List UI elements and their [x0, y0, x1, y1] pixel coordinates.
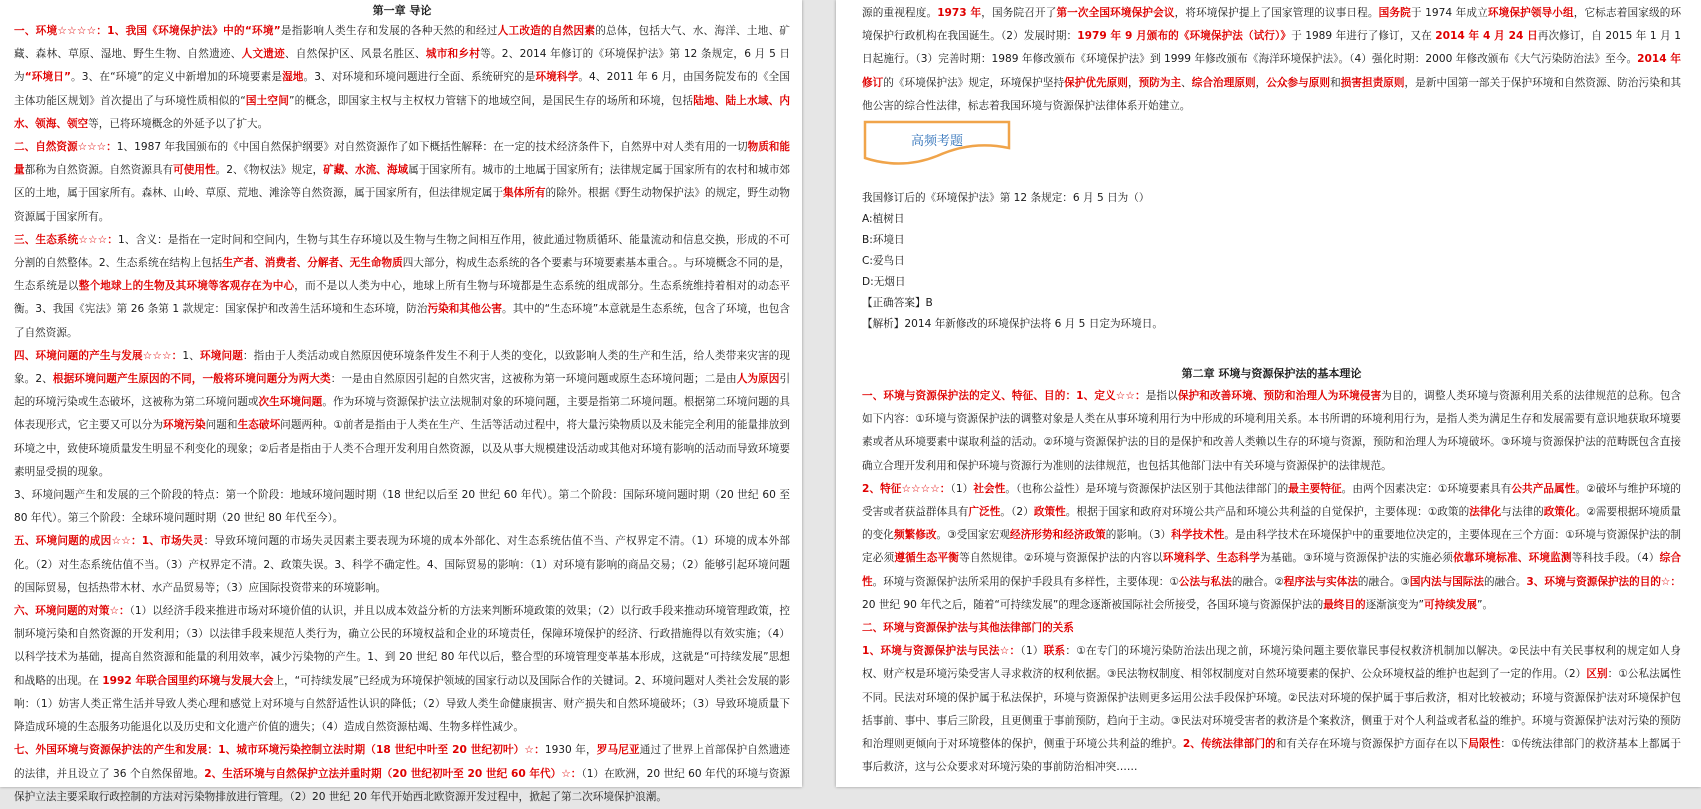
highlight-text: 矿藏、水流、海域 [323, 164, 409, 177]
body-text: 。③受国家宏观 [936, 529, 1010, 542]
chapter-1-title: 第一章 导论 [372, 4, 432, 17]
body-text: 再次修订，自 2015 年 1 月 1 日起施行。（3）完善时期：1989 年修改颁布《环境保护法》到 1999 年修改颁布《海洋环境保护法》。（4）强化时期：2000 年修改颁布《大气污染防治法》至今。 [862, 30, 1681, 66]
body-text: 通过了世界上首部保护自然遗迹的法律，并且设立了 36 个自然保留地。 [14, 744, 791, 780]
highlight-text: 法律化 [1469, 506, 1502, 519]
highlight-text: 一、环境与资源保护法的定义、特征、目的：1、定义☆☆： [862, 390, 1146, 403]
body-text: 1930 年， [544, 744, 597, 757]
paragraph [14, 600, 790, 739]
banner-wrap [862, 118, 1681, 188]
page-left-content [0, 0, 802, 809]
paragraph [14, 20, 790, 136]
highlight-text: 政策化 [1543, 506, 1576, 519]
highlight-text: 一、环境☆☆☆☆：1、我国 [14, 25, 148, 37]
paragraph [14, 345, 790, 484]
body-text: 于 1989 年进行了修订，又在 [1291, 30, 1436, 43]
body-text: （1） [950, 482, 974, 495]
option-c: C:爱鸟日 [862, 255, 905, 268]
paragraph [862, 385, 1681, 478]
body-text: ，它标志着国家级的环境保护行政机构在我国诞生。（2）发展时期： [862, 7, 1682, 43]
highlight-text: 生态破坏 [237, 419, 281, 432]
body-text: ，国务院召开了 [981, 7, 1057, 19]
highlight-text: 环境科学 [535, 71, 579, 84]
highlight-text: 四、环境问题的产生与发展☆☆☆： [14, 349, 183, 362]
paragraph [862, 640, 1681, 779]
body-text: 。（也称公益性）是环境与资源保护法区别于其他法律部门的 [1005, 482, 1289, 495]
highlight-text: 联系 [1043, 645, 1066, 658]
body-text: ：导致环境问题的市场失灵因素主要表现为环境的成本外部化、对生态系统估值不当、产权界定不清。（1）环境的成本外部化。（2）对生态系统估值不当。（3）产权界定不清。2、政策失误。3、科学不确定性。4、国际贸易的影响：（1）对环境有影响的商品交易；（2）能够引起环境问题的国际贸易，包括热带木材、水产品贸易等；（3）应国际投资带来的环境影响。 [14, 535, 790, 594]
highlight-text: 依靠环境标准、环境监测 [1453, 552, 1572, 565]
highlight-text: 程序法与实体法 [1283, 575, 1358, 588]
page-right-content [836, 0, 1701, 779]
body-text: 问题两种。①前者是指由于人类在生产、生活等活动过程中，将大量污染物质以及未能完全利用的能量排放到环境之中，致使环境质量发生明显不利变化的现象；②后者是指由于人类不合理开发利用自然资源，以及从事大规模建设活动或其他对环境有影响的活动而导致环境要素明显受损的现象。 [14, 419, 791, 478]
body-text: 的《环境保护法》规定，环境保护坚持 [883, 76, 1065, 89]
body-text: 。由两个因素决定：①环境要素具有 [1341, 482, 1512, 495]
body-text: 的融合。 [1484, 575, 1527, 588]
paragraph [14, 530, 790, 600]
body-text: ， [1127, 76, 1139, 89]
body-text: 四大部分，构成生态系统的各个要素与环境要素基本重合。。与环境概念不同的是，生态系统是以 [14, 257, 790, 293]
highlight-text: 综合性 [862, 552, 1682, 588]
highlight-text: 环境问题 [200, 349, 243, 362]
highlight-text: 《环境保护法》中的“环境” [147, 25, 281, 37]
highlight-text: 1973 年 [937, 7, 982, 19]
highlight-text: 可使用性 [173, 164, 216, 177]
document-page-left [0, 0, 802, 803]
highlight-text: 3、环境与资源保护法的目的☆： [1526, 575, 1682, 588]
highlight-text: 六、环境问题的对策☆： [14, 605, 130, 618]
highlight-text: 集体所有 [503, 187, 546, 200]
highlight-text: 二、自然资源☆☆☆： [14, 141, 117, 154]
body-text: 问题和 [205, 419, 238, 432]
body-text: 与法律的 [1501, 506, 1544, 519]
body-text: 。2、《物权法》规定， [215, 164, 324, 177]
body-text: 1、含义：是指在一定时间和空间内，生物与其生存环境以及生物与生物之间相互作用，彼此通过物质循环、能量流动和信息交换，形成的不可分割的自然整体。2、生态系统在结构上包括 [14, 233, 790, 270]
body-text: 。3、在“环境”的定义中新增加的环境要素是 [70, 71, 283, 84]
highlight-text: 2014 年修订 [862, 53, 1681, 89]
body-text: ，是新中国第一部关于保护环境和自然资源、防治污染和其他公害的综合性法律，标志着我国环境与资源保护法律体系开始建立。 [862, 76, 1682, 112]
body-text: ”的概念，即国家主权与主权权力管辖下的地域空间，是国民生存的场所和环境，包括 [288, 94, 694, 107]
body-text: 1、1987 年我国颁布的《中国自然保护纲要》对自然资源作了如下概括性解释：在一定的技术经济条件下，自然界中对人类有用的一切 [116, 141, 748, 154]
highlight-text: 遵循生态平衡 [894, 552, 960, 565]
paragraph [14, 136, 790, 229]
highlight-text: 环境保护领导小组 [1487, 7, 1574, 19]
body-text: 、自然保护区、风景名胜区、 [284, 48, 426, 61]
body-text: 。②需要根据环境质量的变化 [862, 506, 1682, 542]
highlight-text: 人文遗迹 [241, 48, 285, 61]
body-text: 逐渐演变为” [1365, 598, 1425, 611]
highlight-text: 次生环境问题 [258, 396, 323, 409]
option-a: A:植树日 [862, 213, 905, 226]
body-text: 。根据于国家和政府对环境公共产品和环境公共利益的自觉保护，主要体现：①政策的 [1065, 506, 1470, 519]
highlight-text: 环境污染 [163, 419, 206, 432]
paragraph [14, 484, 790, 530]
body-text: ，将环境保护提上了国家管理的议事日程。 [1174, 7, 1379, 19]
paragraph [862, 478, 1681, 617]
body-text: 等。2、2014 年修订的《环境保护法》第 12 条规定，6 月 5 日为 [14, 48, 791, 84]
highlight-text: 2014 年 4 月 24 日 [1435, 30, 1538, 43]
body-text: 是指影响人类生存和发展的各种天然的和经过 [280, 25, 498, 37]
body-text: 。是由科学技术在环境保护中的重要地位决定的，主要体现在三个方面：①环境与资源保护法的制定必须 [862, 529, 1682, 565]
left-paragraphs [14, 20, 790, 809]
question-stem: 我国修订后的《环境保护法》第 12 条规定：6 月 5 日为（） [862, 192, 1150, 205]
highlight-text: “环境日” [24, 71, 71, 84]
option-b: B:环境日 [862, 234, 905, 247]
highlight-text: 物质和能量 [14, 141, 790, 177]
highlight-text: 政策性 [1033, 506, 1066, 519]
body-text: 。其中的“生态环境”本意就是生态系统，包含了环境，也包含了自然资源。 [14, 303, 790, 339]
body-text: 为目的，调整人类环境与资源利用关系的法律规范的总称。包含如下内容：①环境与资源保护法的调整对象是人类在从事环境利用行为中形成的环境利用关系。本书所谓的环境利用行为，是指人类为满足生存和发展需要有意识地获取环境要素或者从环境要素中谋取利益的活动。②环境与资源保护法的目的是保护和改善人类赖以生存的环境与资源，预防和治理人为环境破坏。③环境与资源保护法的范畴既包含直接确立合理开发利用和保护环境与资源行为准则的法律规范，也包括其他部门法中有关环境与资源保护的法律规范。 [862, 390, 1681, 472]
body-text: 引起的环境污染或生态破坏，这被称为第二环境问题或 [14, 373, 791, 409]
highlight-text: 人为原因 [736, 373, 780, 386]
body-text: 和 [1330, 76, 1341, 89]
highlight-text: 第一次全国环境保护会议 [1056, 7, 1175, 19]
highlight-text: 科学技术性 [1171, 529, 1225, 542]
paragraph [862, 617, 1681, 640]
highlight-text: 根据环境问题产生原因的不同，一般将环境问题分为两大类 [52, 373, 331, 386]
body-text: （1） [1020, 645, 1044, 658]
body-text: 20 世纪 90 年代之后，随着“可持续发展”的理念逐渐被国际社会所接受，各国环境与资源保护法的 [862, 598, 1324, 611]
highlight-text: 损害担责原则 [1340, 76, 1405, 89]
body-text: 。3、对环境和环境问题进行全面、系统研究的是 [303, 71, 536, 84]
body-text: （1）以经济手段来推进市场对环境价值的认识，并且以成本效益分析的方法来判断环境政策的效果；（2）以行政手段来推动环境管理政策，控制环境污染和自然资源的开发利用；（3）以法律手段来规范人类行为，确立公民的环境权益和企业的环境责任，保障环境保护的经济、行政措施得以有效实施；（4）以科学技术为基础，提高自然资源和能量的利用效率，减少污染物的产生。1、到 20 世纪 80 年代以后，整合型的环境管理变革基本形成，这就是“可持续发展”思想和战略的出现。在 [14, 605, 791, 687]
body-text: ：①在专门的环境污染防治法出现之前，环境污染问题主要依靠民事侵权救济机制加以解决。②民法中有关民事权利的规定如人身权、财产权是环境污染受害人寻求救济的权利依据。③民法物权制度、相邻权制度对自然环境要素的保护、公众环境权益的维护也起到了一定的作用。（2） [862, 645, 1681, 681]
body-text: 的影响。（3） [1105, 529, 1172, 542]
page-gap [812, 0, 824, 787]
highlight-text: 国土空间 [245, 94, 289, 107]
highlight-text: 最主要特征 [1288, 482, 1342, 495]
body-text: 属于国家所有。城市的土地属于国家所有；法律规定属于国家所有的农村和城市郊区的土地，属于国家所有。森林、山岭、草原、荒地、滩涂等自然资源，属于国家所有，但法律规定属于 [14, 164, 791, 200]
highlight-text: 2、传统法律部门的 [1182, 738, 1276, 751]
high-frequency-banner [862, 118, 1012, 170]
body-text: 上，“可持续发展”已经成为环境保护领域的国家行动以及国际合作的关键词。2、环境问题对人类社会发展的影响：（1）妨害人类正常生活并导致人类心理和感觉上对环境与自然舒适性认识的降低；（2）导致人类生命健康损害、财产损失和自然环境破坏；（3）导致环境质量下降造成环境的生态服务功能退化以及历史和文化遗产价值的遗失；（4）造成自然资源枯竭、生物多样性减少。 [14, 674, 790, 734]
highlight-text: 保护和改善环境、预防和治理人为环境侵害 [1177, 390, 1382, 403]
highlight-text: 湿地 [282, 71, 304, 84]
spacer [862, 335, 1681, 357]
highlight-text: 整个地球上的生物及其环境等客观存在为中心 [78, 280, 295, 293]
highlight-text: 二、环境与资源保护法与其他法律部门的关系 [862, 622, 1074, 635]
highlight-text: 生产者、消费者、分解者、无生命物质 [222, 257, 403, 270]
body-text: 1、 [182, 349, 200, 362]
body-text: 等，已将环境概念的外延予以了扩大。 [88, 117, 269, 130]
highlight-text: 频繁修改 [893, 529, 937, 542]
analysis-line: 【解析】2014 年新修改的环境保护法将 6 月 5 日定为环境日。 [862, 318, 1163, 331]
highlight-text: 七、外国环境与资源保护法的产生和发展：1、城市环境污染控制立法时期（18 世纪中叶至 20 世纪初叶）☆： [14, 744, 545, 757]
body-text: 是指以 [1145, 390, 1178, 403]
body-text: ”。 [1477, 598, 1494, 611]
highlight-text: 公众参与原则 [1266, 76, 1331, 89]
highlight-text: 人工改造的自然因素 [497, 25, 596, 37]
body-text: ：一是由自然原因引起的自然灾害，这被称为第一环境问题或原生态环境问题；二是由 [330, 373, 737, 386]
body-text: 。（2） [1000, 506, 1034, 519]
highlight-text: 国务院 [1378, 7, 1411, 19]
body-text: 都称为自然资源。自然资源具有 [24, 164, 174, 177]
highlight-text: 三、生态系统☆☆☆： [14, 233, 119, 246]
highlight-text: 可持续发展 [1424, 598, 1478, 611]
body-text: ，而不是以人类为中心，地球上所有生物与环境都是生态系统的组成部分。生态系统维持着相对的动态平衡。3、我国《宪法》第 26 条第 1 款规定：国家保护和改善生活环境和生态环境，防治 [14, 280, 791, 316]
highlight-text: 1、环境与资源保护法与民法☆： [862, 645, 1021, 658]
highlight-text: 五、环境问题的成因☆☆：1、市场失灵 [14, 535, 204, 548]
highlight-text: 区别 [1586, 668, 1608, 681]
body-text: ：指由于人类活动或自然原因使环境条件发生不利于人类的变化，以致影响人类的生产和生活，给人类带来灾害的现象。2、 [14, 349, 790, 386]
body-text: 。作为环境与资源保护法立法规制对象的环境问题，主要是指第二环境问题。根据第二环境问题的具体表现形式，它主要又可以分为 [14, 396, 791, 432]
body-text: 等自然规律。②环境与资源保护法的内容以 [959, 552, 1163, 565]
highlight-text: 罗马尼亚 [596, 744, 640, 757]
body-text: 为基础。③环境与资源保护法的实施必须 [1260, 552, 1454, 565]
body-text: 的融合。③ [1357, 575, 1410, 588]
body-text: （1）在欧洲，20 世纪 60 年代的环境与资源保护立法主要采取行政控制的方法对污染物排放进行管理。（2）20 世纪 20 年代开始西北欧资源开发过程中，掀起了第二次环境保护浪潮。 [14, 767, 790, 803]
option-d: D:无烟日 [862, 276, 906, 289]
highlight-text: 综合治理原则 [1191, 76, 1256, 89]
highlight-text: 预防为主 [1138, 76, 1182, 89]
body-text: 的除外。根据《野生动物保护法》的规定，野生动物资源属于国家所有。 [14, 187, 791, 223]
highlight-text: 污染和其他公害 [427, 303, 503, 316]
body-text: ：①传统法律部门的救济基本上都属于事后救济，这与公众要求对环境污染的事前防治相冲突…… [862, 738, 1682, 774]
right-paragraphs [862, 385, 1681, 779]
highlight-text: 环境科学、生态科学 [1162, 552, 1260, 565]
paragraph [14, 229, 790, 345]
body-text: 的总体，包括大气、水、海洋、土地、矿藏、森林、草原、湿地、野生生物、自然遗迹、 [14, 25, 791, 61]
highlight-text: 陆地、陆上水域、内水、领海、领空 [14, 94, 790, 130]
body-text: 、 [1181, 76, 1192, 89]
body-text: 于 1974 年成立 [1410, 7, 1488, 19]
right-top-paragraph [862, 2, 1681, 118]
body-text: 源的重视程度。 [862, 7, 938, 19]
document-page-right [836, 0, 1701, 787]
highlight-text: 城市和乡村 [425, 48, 481, 61]
answer-line: 【正确答案】B [862, 297, 933, 310]
highlight-text: 公法与私法 [1178, 575, 1232, 588]
highlight-text: 1992 年联合国里约环境与发展大会 [102, 674, 274, 687]
highlight-text: 广泛性 [968, 506, 1001, 519]
body-text: 的融合。② [1231, 575, 1284, 588]
highlight-text: 国内法与国际法 [1409, 575, 1484, 588]
highlight-text: 最终目的 [1323, 598, 1366, 611]
highlight-text: 2、特征☆☆☆☆： [862, 482, 951, 495]
body-text: 。4、2011 年 6 月，由国务院发布的《全国主体功能区规划》首次提出了与环境性质相似的“ [14, 71, 790, 107]
body-text: 。②破坏与维护环境的受害或者获益群体具有 [862, 482, 1682, 519]
chapter-2-title: 第二章 环境与资源保护法的基本理论 [1181, 367, 1362, 381]
highlight-text: 1979 年 9 月颁布的《环境保护法（试行）》 [1077, 30, 1292, 43]
highlight-text: 保护优先原则 [1064, 76, 1128, 89]
banner-label: 高频考题 [910, 134, 963, 150]
highlight-text: 局限性 [1468, 738, 1501, 751]
paragraph [14, 739, 790, 809]
body-text: 等科技手段。（4） [1571, 552, 1660, 565]
body-text: ， [1255, 76, 1267, 89]
highlight-text: 公共产品属性 [1511, 482, 1576, 495]
body-text: 和有关存在环境与资源保护方面存在以下 [1275, 738, 1469, 751]
body-text: ：①公私法属性不同。民法对环境的保护属于私法保护，环境与资源保护法则更多运用公法手段保护环境。②民法对环境的保护属于事后救济，相对比较被动；环境与资源保护法对环境保护包括事前、事中、事后三阶段，且更侧重于事前预防，趋向于主动。③民法对环境受害者的救济是个案救济，侧重于对个人利益或者私益的维护。环境与资源保护法对污染的预防和治理则更倾向于对环境整体的保护，侧重于环境公共利益的维护。 [862, 668, 1681, 751]
highlight-text: 社会性 [973, 482, 1006, 495]
body-text: 3、环境问题产生和发展的三个阶段的特点：第一个阶段：地域环境问题时期（18 世纪以后至 20 世纪 60 年代）。第二个阶段：国际环境问题时期（20 世纪 60 至 80 年代）。第三个阶段：全球环境问题时期（20 世纪 80 年代至今）。 [14, 489, 790, 525]
highlight-text: 经济形势和经济政策 [1009, 529, 1106, 542]
highlight-text: 2、生活环境与自然保护立法并重时期（20 世纪初叶至 20 世纪 60 年代）☆： [204, 767, 582, 780]
body-text: 。环境与资源保护法所采用的保护手段具有多样性，主要体现：① [872, 575, 1179, 588]
